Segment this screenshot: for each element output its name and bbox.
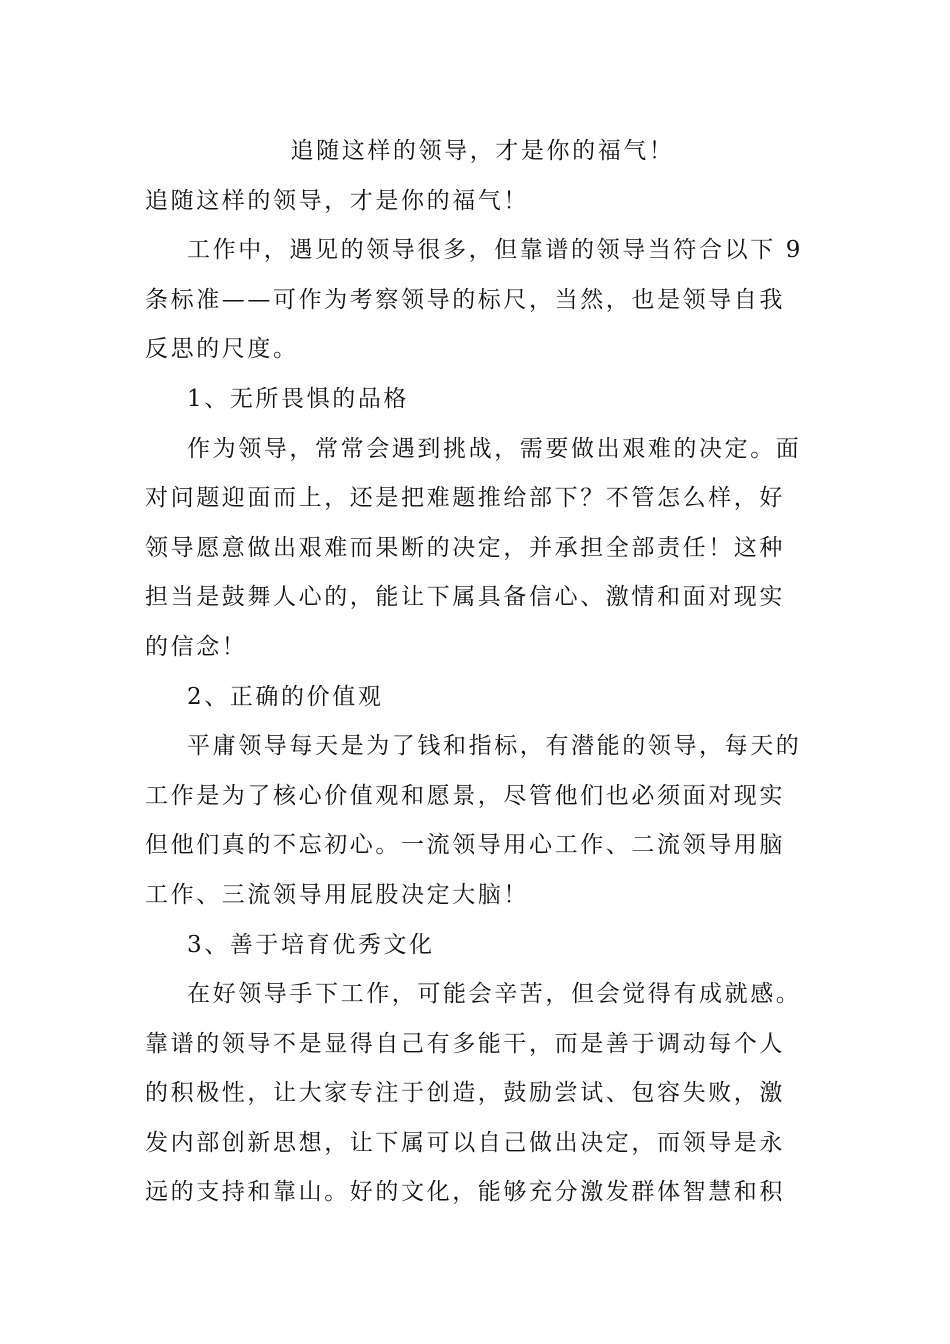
section-paragraph bbox=[145, 970, 810, 1218]
section-heading: 1、无所畏惧的品格 bbox=[187, 385, 410, 412]
paragraph-line: 工作是为了核心价值观和愿景，尽管他们也必须面对现实 bbox=[145, 782, 785, 809]
paragraph-line: 的积极性，让大家专注于创造，鼓励尝试、包容失败，激 bbox=[145, 1080, 785, 1107]
paragraph-line: 远的支持和靠山。好的文化，能够充分激发群体智慧和积 bbox=[145, 1179, 785, 1206]
section-paragraph bbox=[145, 722, 810, 920]
paragraph-line: 担当是鼓舞人心的，能让下属具备信心、激情和面对现实 bbox=[145, 584, 785, 611]
paragraph-line: 条标准——可作为考察领导的标尺，当然，也是领导自我 bbox=[145, 286, 785, 313]
paragraph-line: 作为领导，常常会遇到挑战，需要做出艰难的决定。面 bbox=[187, 435, 802, 462]
paragraph-line: 对问题迎面而上，还是把难题推给部下？不管怎么样，好 bbox=[145, 485, 785, 512]
section-paragraph bbox=[145, 425, 810, 673]
section-heading: 3、善于培育优秀文化 bbox=[187, 931, 435, 958]
document-page bbox=[145, 127, 810, 1218]
paragraph-line: 但他们真的不忘初心。一流领导用心工作、二流领导用脑 bbox=[145, 832, 785, 859]
paragraph-line: 工作、三流领导用屁股决定大脑！ bbox=[145, 881, 529, 908]
paragraph-line: 靠谱的领导不是显得自己有多能干，而是善于调动每个人 bbox=[145, 1030, 785, 1057]
paragraph-line: 反思的尺度。 bbox=[145, 336, 299, 363]
paragraph-line: 的信念！ bbox=[145, 633, 248, 660]
paragraph-line: 领导愿意做出艰难而果断的决定，并承担全部责任！这种 bbox=[145, 534, 785, 561]
paragraph-line: 在好领导手下工作，可能会辛苦，但会觉得有成就感。 bbox=[187, 981, 802, 1008]
paragraph-line: 工作中，遇见的领导很多，但靠谱的领导当符合以下 9 bbox=[187, 237, 803, 264]
document-title: 追随这样的领导，才是你的福气！ bbox=[290, 138, 675, 164]
paragraph-line: 平庸领导每天是为了钱和指标，有潜能的领导，每天的 bbox=[187, 733, 802, 760]
section-heading: 2、正确的价值观 bbox=[187, 683, 384, 710]
document-subtitle: 追随这样的领导，才是你的福气！ bbox=[145, 187, 529, 214]
paragraph-line: 发内部创新思想，让下属可以自己做出决定，而领导是永 bbox=[145, 1129, 785, 1156]
intro-paragraph bbox=[145, 226, 810, 375]
